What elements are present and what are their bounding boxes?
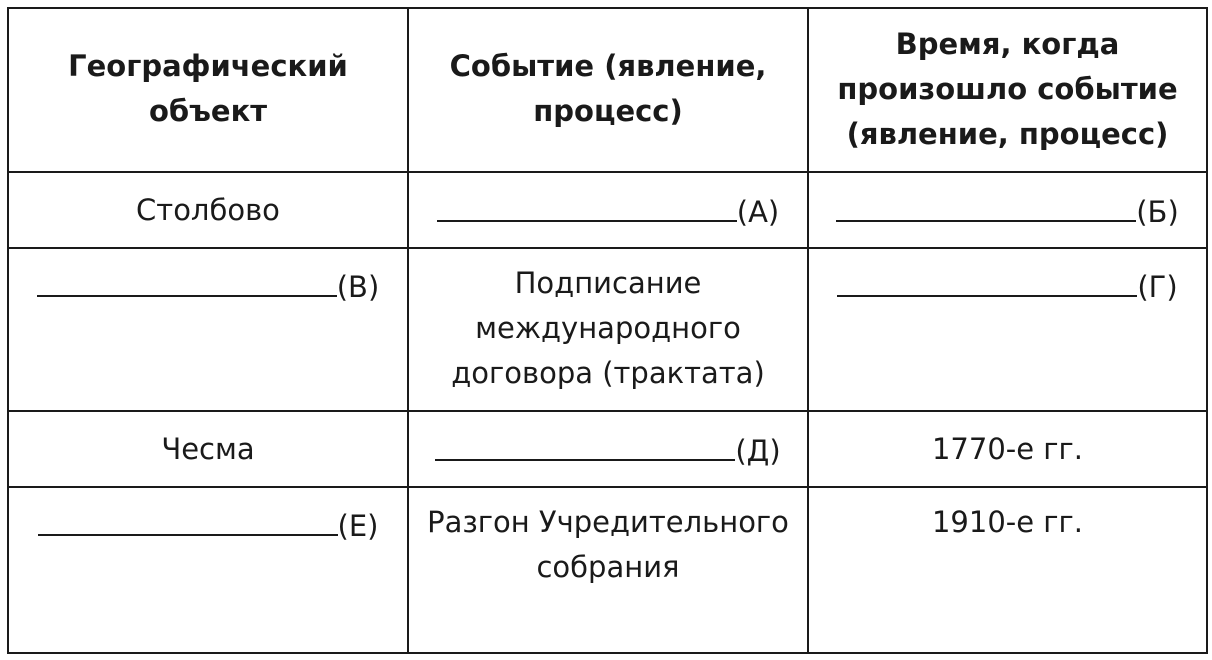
table-row [8, 172, 1207, 248]
blank-marker: (Г) [1137, 270, 1178, 304]
answer-blank[interactable] [836, 186, 1136, 222]
cell-time-blank[interactable] [808, 248, 1207, 411]
cell-event: Разгон Учредительного собрания [408, 487, 808, 653]
answer-blank[interactable] [837, 261, 1137, 297]
cell-event: Подписание международного договора (трактата) [408, 248, 808, 411]
header-geographic-object: Географический объект [8, 8, 408, 172]
cell-event-blank[interactable] [408, 411, 808, 487]
cell-place-blank[interactable] [8, 487, 408, 653]
cell-time: 1770-е гг. [808, 411, 1207, 487]
history-table [7, 7, 1208, 654]
cell-place-blank[interactable] [8, 248, 408, 411]
cell-place: Столбово [8, 172, 408, 248]
answer-blank[interactable] [38, 500, 338, 536]
blank-marker: (В) [336, 270, 380, 304]
cell-time: 1910-е гг. [808, 487, 1207, 653]
table-row [8, 487, 1207, 653]
table-header-row [8, 8, 1207, 172]
blank-marker: (А) [736, 194, 780, 229]
cell-place: Чесма [8, 411, 408, 487]
table-row [8, 248, 1207, 411]
answer-blank[interactable] [435, 425, 735, 461]
blank-marker: (Б) [1136, 194, 1179, 229]
blank-marker: (Д) [735, 433, 781, 468]
answer-blank[interactable] [437, 186, 737, 222]
answer-blank[interactable] [37, 261, 337, 297]
header-event: Событие (явление, процесс) [408, 8, 808, 172]
header-time: Время, когда произошло событие (явление, процесс) [808, 8, 1207, 172]
cell-event-blank[interactable] [408, 172, 808, 248]
cell-time-blank[interactable] [808, 172, 1207, 248]
table-row [8, 411, 1207, 487]
blank-marker: (Е) [337, 509, 379, 543]
